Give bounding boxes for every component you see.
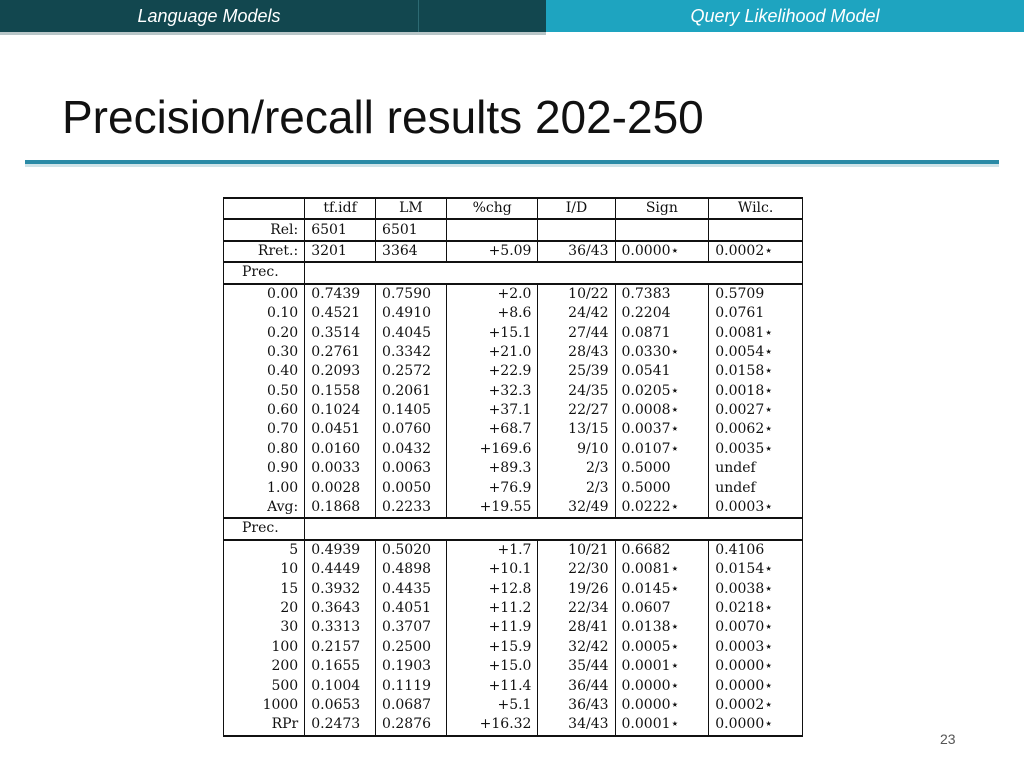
sign-test-cell: 0.0138⋆ — [615, 618, 709, 637]
tfidf-cell: 0.0451 — [305, 420, 376, 439]
pct-change-cell: +76.9 — [446, 478, 538, 497]
recall-level-row — [224, 401, 803, 420]
row-label-cell: 0.20 — [224, 323, 305, 342]
lm-cell: 0.0687 — [376, 696, 447, 715]
sign-test-cell: 0.0871 — [615, 323, 709, 342]
improved-degraded-cell: 36/44 — [538, 676, 615, 695]
pct-change-cell: +16.32 — [446, 715, 538, 735]
recall-level-row — [224, 343, 803, 362]
improved-degraded-cell: 35/44 — [538, 657, 615, 676]
lm-cell: 0.2061 — [376, 382, 447, 401]
tfidf-cell: 0.1024 — [305, 401, 376, 420]
recall-level-row — [224, 459, 803, 478]
wilcoxon-test-cell: 0.0158⋆ — [709, 362, 803, 381]
improved-degraded-cell: 36/43 — [538, 241, 615, 262]
improved-degraded-cell: 27/44 — [538, 323, 615, 342]
row-label-cell: 10 — [224, 560, 305, 579]
row-label-cell — [224, 198, 305, 219]
pct-change-cell: +68.7 — [446, 420, 538, 439]
recall-level-row — [224, 498, 803, 518]
tfidf-cell: 0.4939 — [305, 540, 376, 560]
pct-change-cell: +15.9 — [446, 638, 538, 657]
cutoff-row — [224, 618, 803, 637]
tfidf-cell: tf.idf — [305, 198, 376, 219]
wilcoxon-test-cell — [709, 219, 803, 240]
improved-degraded-cell: 32/49 — [538, 498, 615, 518]
sign-test-cell: 0.6682 — [615, 540, 709, 560]
row-label-cell: 5 — [224, 540, 305, 560]
wilcoxon-test-cell: 0.0218⋆ — [709, 599, 803, 618]
pct-change-cell: +19.55 — [446, 498, 538, 518]
improved-degraded-cell: 34/43 — [538, 715, 615, 735]
improved-degraded-cell: 32/42 — [538, 638, 615, 657]
improved-degraded-cell: 2/3 — [538, 459, 615, 478]
recall-level-row — [224, 323, 803, 342]
lm-cell: 0.3707 — [376, 618, 447, 637]
tfidf-cell: 0.3643 — [305, 599, 376, 618]
sign-test-cell: 0.0330⋆ — [615, 343, 709, 362]
row-label-cell: 1000 — [224, 696, 305, 715]
lm-cell: 6501 — [376, 219, 447, 240]
improved-degraded-cell: 22/34 — [538, 599, 615, 618]
lm-cell: 0.5020 — [376, 540, 447, 560]
row-label-cell: 0.80 — [224, 440, 305, 459]
sign-test-cell: 0.0001⋆ — [615, 657, 709, 676]
lm-cell: 0.1119 — [376, 676, 447, 695]
improved-degraded-cell: 22/30 — [538, 560, 615, 579]
tfidf-cell: 0.1655 — [305, 657, 376, 676]
section-tab-language-models: Language Models — [0, 0, 418, 32]
row-label-cell: 0.90 — [224, 459, 305, 478]
pct-change-cell: +21.0 — [446, 343, 538, 362]
sign-test-cell: 0.0107⋆ — [615, 440, 709, 459]
tfidf-cell: 0.3514 — [305, 323, 376, 342]
lm-cell: 0.4045 — [376, 323, 447, 342]
sign-test-cell: 0.0000⋆ — [615, 696, 709, 715]
sign-test-cell: 0.0037⋆ — [615, 420, 709, 439]
wilcoxon-test-cell: 0.0062⋆ — [709, 420, 803, 439]
pct-change-cell: +11.2 — [446, 599, 538, 618]
tfidf-cell: 0.2473 — [305, 715, 376, 735]
lm-cell: 0.4051 — [376, 599, 447, 618]
sign-test-cell: 0.5000 — [615, 459, 709, 478]
improved-degraded-cell: 28/43 — [538, 343, 615, 362]
lm-cell: 0.2572 — [376, 362, 447, 381]
wilcoxon-test-cell: 0.0000⋆ — [709, 657, 803, 676]
recall-level-row — [224, 440, 803, 459]
row-label-cell: 20 — [224, 599, 305, 618]
slide-title: Precision/recall results 202-250 — [62, 91, 704, 143]
sign-test-cell: 0.0008⋆ — [615, 401, 709, 420]
improved-degraded-cell: 24/35 — [538, 382, 615, 401]
row-label-cell: 0.10 — [224, 304, 305, 323]
pct-change-cell: +5.1 — [446, 696, 538, 715]
rret-row — [224, 241, 803, 262]
wilcoxon-test-cell: undef — [709, 478, 803, 497]
recall-level-row — [224, 284, 803, 304]
improved-degraded-cell — [538, 219, 615, 240]
recall-level-row — [224, 362, 803, 381]
improved-degraded-cell: 10/21 — [538, 540, 615, 560]
pct-change-cell: +10.1 — [446, 560, 538, 579]
lm-cell: 0.0050 — [376, 478, 447, 497]
tfidf-cell: 0.1558 — [305, 382, 376, 401]
section-header-bar — [0, 0, 1024, 32]
pct-change-cell — [446, 219, 538, 240]
tfidf-cell: 0.4521 — [305, 304, 376, 323]
recall-level-row — [224, 478, 803, 497]
sign-test-cell: 0.2204 — [615, 304, 709, 323]
row-label-cell: 0.50 — [224, 382, 305, 401]
wilcoxon-test-cell: undef — [709, 459, 803, 478]
row-label-cell: Rel: — [224, 219, 305, 240]
tfidf-cell: 0.3932 — [305, 579, 376, 598]
improved-degraded-cell: 19/26 — [538, 579, 615, 598]
sign-test-cell: 0.0001⋆ — [615, 715, 709, 735]
row-label-cell: 1.00 — [224, 478, 305, 497]
cutoff-row — [224, 638, 803, 657]
cutoff-row — [224, 560, 803, 579]
sign-test-cell — [615, 219, 709, 240]
wilcoxon-test-cell: 0.0154⋆ — [709, 560, 803, 579]
header-row — [224, 198, 803, 219]
empty-span-cell — [305, 518, 803, 539]
row-label-cell: 30 — [224, 618, 305, 637]
recall-level-row — [224, 382, 803, 401]
row-label-cell: Prec. — [224, 262, 305, 283]
sign-test-cell: 0.0222⋆ — [615, 498, 709, 518]
cutoff-row — [224, 599, 803, 618]
tfidf-cell: 0.2761 — [305, 343, 376, 362]
wilcoxon-test-cell: 0.0035⋆ — [709, 440, 803, 459]
lm-cell: 0.2233 — [376, 498, 447, 518]
wilcoxon-test-cell: 0.5709 — [709, 284, 803, 304]
cutoff-row — [224, 676, 803, 695]
pct-change-cell: +22.9 — [446, 362, 538, 381]
pct-change-cell: +15.0 — [446, 657, 538, 676]
cutoff-row — [224, 696, 803, 715]
sign-test-cell: 0.0607 — [615, 599, 709, 618]
section-tab-spacer — [418, 0, 546, 32]
improved-degraded-cell: 13/15 — [538, 420, 615, 439]
row-label-cell: 0.40 — [224, 362, 305, 381]
rel-row — [224, 219, 803, 240]
tfidf-cell: 0.1004 — [305, 676, 376, 695]
tfidf-cell: 6501 — [305, 219, 376, 240]
improved-degraded-cell: 25/39 — [538, 362, 615, 381]
wilcoxon-test-cell: 0.0054⋆ — [709, 343, 803, 362]
lm-cell: 0.4898 — [376, 560, 447, 579]
lm-cell: 0.1405 — [376, 401, 447, 420]
sign-test-cell: 0.0145⋆ — [615, 579, 709, 598]
wilcoxon-test-cell: 0.0000⋆ — [709, 676, 803, 695]
wilcoxon-test-cell: 0.4106 — [709, 540, 803, 560]
improved-degraded-cell: 28/41 — [538, 618, 615, 637]
wilcoxon-test-cell: Wilc. — [709, 198, 803, 219]
row-label-cell: 100 — [224, 638, 305, 657]
lm-cell: 0.2876 — [376, 715, 447, 735]
tfidf-cell: 0.7439 — [305, 284, 376, 304]
tfidf-cell: 0.1868 — [305, 498, 376, 518]
prec-label-row — [224, 518, 803, 539]
sign-test-cell: 0.0000⋆ — [615, 241, 709, 262]
lm-cell: 0.0063 — [376, 459, 447, 478]
tfidf-cell: 0.0028 — [305, 478, 376, 497]
row-label-cell: Rret.: — [224, 241, 305, 262]
sign-test-cell: 0.5000 — [615, 478, 709, 497]
row-label-cell: 0.00 — [224, 284, 305, 304]
improved-degraded-cell: 9/10 — [538, 440, 615, 459]
improved-degraded-cell: I/D — [538, 198, 615, 219]
sign-test-cell: 0.7383 — [615, 284, 709, 304]
wilcoxon-test-cell: 0.0027⋆ — [709, 401, 803, 420]
wilcoxon-test-cell: 0.0002⋆ — [709, 241, 803, 262]
lm-cell: 0.2500 — [376, 638, 447, 657]
pct-change-cell: +11.4 — [446, 676, 538, 695]
tfidf-cell: 0.0160 — [305, 440, 376, 459]
pct-change-cell: +2.0 — [446, 284, 538, 304]
cutoff-row — [224, 715, 803, 735]
pct-change-cell: +1.7 — [446, 540, 538, 560]
improved-degraded-cell: 24/42 — [538, 304, 615, 323]
tfidf-cell: 0.0653 — [305, 696, 376, 715]
cutoff-row — [224, 579, 803, 598]
pct-change-cell: +15.1 — [446, 323, 538, 342]
title-underline-shadow — [25, 164, 999, 167]
sign-test-cell: Sign — [615, 198, 709, 219]
lm-cell: 0.4435 — [376, 579, 447, 598]
lm-cell: 0.1903 — [376, 657, 447, 676]
row-label-cell: 500 — [224, 676, 305, 695]
wilcoxon-test-cell: 0.0018⋆ — [709, 382, 803, 401]
empty-span-cell — [305, 262, 803, 283]
tfidf-cell: 0.3313 — [305, 618, 376, 637]
precision-recall-table — [223, 197, 803, 737]
header-shadow — [0, 32, 546, 35]
recall-level-row — [224, 304, 803, 323]
wilcoxon-test-cell: 0.0003⋆ — [709, 498, 803, 518]
row-label-cell: 200 — [224, 657, 305, 676]
prec-label-row — [224, 262, 803, 283]
recall-level-row — [224, 420, 803, 439]
tfidf-cell: 0.2093 — [305, 362, 376, 381]
row-label-cell: 15 — [224, 579, 305, 598]
lm-cell: 0.0432 — [376, 440, 447, 459]
sign-test-cell: 0.0205⋆ — [615, 382, 709, 401]
tfidf-cell: 0.4449 — [305, 560, 376, 579]
improved-degraded-cell: 2/3 — [538, 478, 615, 497]
sign-test-cell: 0.0081⋆ — [615, 560, 709, 579]
pct-change-cell: +12.8 — [446, 579, 538, 598]
lm-cell: 0.0760 — [376, 420, 447, 439]
tfidf-cell: 0.0033 — [305, 459, 376, 478]
lm-cell: 0.7590 — [376, 284, 447, 304]
pct-change-cell: %chg — [446, 198, 538, 219]
improved-degraded-cell: 10/22 — [538, 284, 615, 304]
pct-change-cell: +37.1 — [446, 401, 538, 420]
wilcoxon-test-cell: 0.0761 — [709, 304, 803, 323]
lm-cell: 0.4910 — [376, 304, 447, 323]
sign-test-cell: 0.0000⋆ — [615, 676, 709, 695]
wilcoxon-test-cell: 0.0070⋆ — [709, 618, 803, 637]
row-label-cell: Avg: — [224, 498, 305, 518]
wilcoxon-test-cell: 0.0003⋆ — [709, 638, 803, 657]
pct-change-cell: +5.09 — [446, 241, 538, 262]
sign-test-cell: 0.0005⋆ — [615, 638, 709, 657]
row-label-cell: RPr — [224, 715, 305, 735]
row-label-cell: Prec. — [224, 518, 305, 539]
pct-change-cell: +8.6 — [446, 304, 538, 323]
cutoff-row — [224, 540, 803, 560]
page-number: 23 — [940, 731, 956, 747]
pct-change-cell: +11.9 — [446, 618, 538, 637]
row-label-cell: 0.30 — [224, 343, 305, 362]
wilcoxon-test-cell: 0.0000⋆ — [709, 715, 803, 735]
section-tab-query-likelihood-model: Query Likelihood Model — [546, 0, 1024, 32]
table-body — [224, 198, 803, 736]
lm-cell: 0.3342 — [376, 343, 447, 362]
pct-change-cell: +89.3 — [446, 459, 538, 478]
sign-test-cell: 0.0541 — [615, 362, 709, 381]
wilcoxon-test-cell: 0.0038⋆ — [709, 579, 803, 598]
pct-change-cell: +169.6 — [446, 440, 538, 459]
tfidf-cell: 3201 — [305, 241, 376, 262]
pct-change-cell: +32.3 — [446, 382, 538, 401]
wilcoxon-test-cell: 0.0081⋆ — [709, 323, 803, 342]
improved-degraded-cell: 22/27 — [538, 401, 615, 420]
improved-degraded-cell: 36/43 — [538, 696, 615, 715]
row-label-cell: 0.60 — [224, 401, 305, 420]
cutoff-row — [224, 657, 803, 676]
row-label-cell: 0.70 — [224, 420, 305, 439]
wilcoxon-test-cell: 0.0002⋆ — [709, 696, 803, 715]
tfidf-cell: 0.2157 — [305, 638, 376, 657]
lm-cell: LM — [376, 198, 447, 219]
lm-cell: 3364 — [376, 241, 447, 262]
results-table-container — [223, 197, 803, 732]
